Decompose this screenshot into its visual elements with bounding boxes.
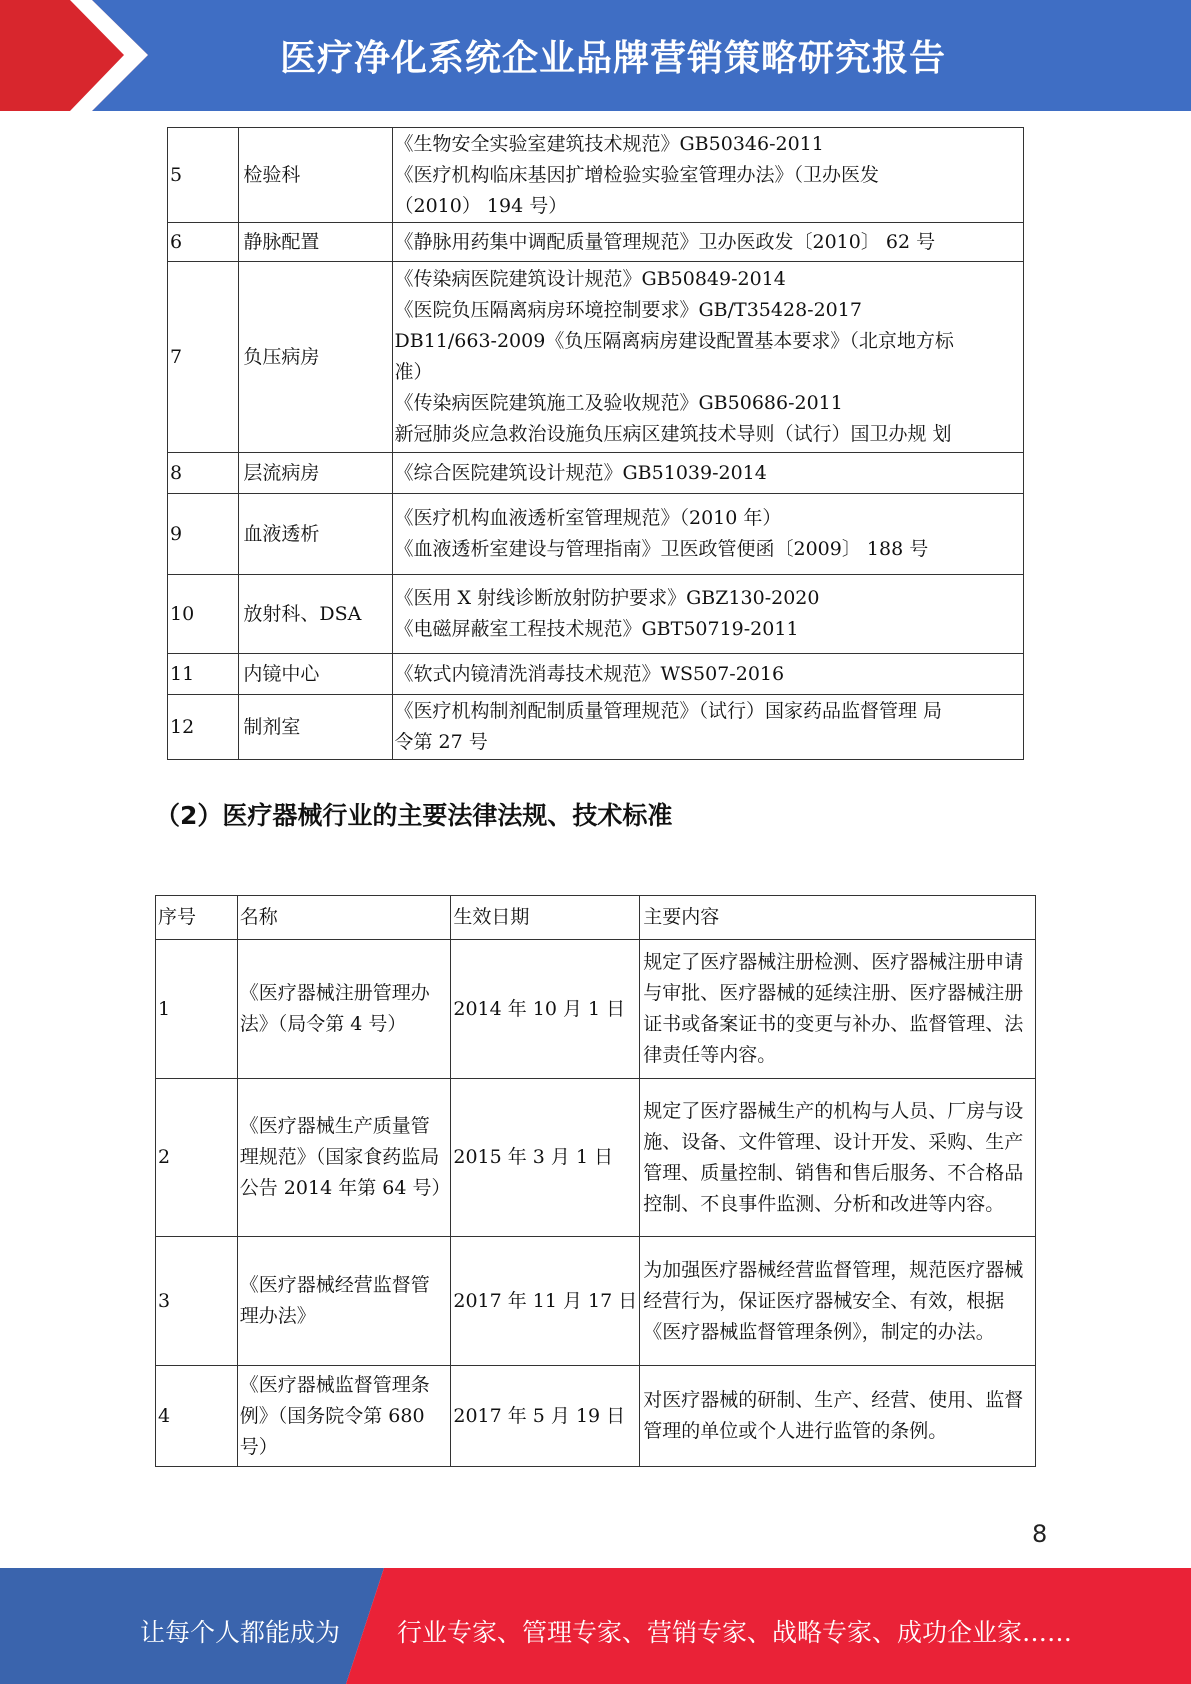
row-number: 8: [168, 453, 239, 494]
main-content: 为加强医疗器械经营监督管理，规范医疗器械经营行为，保证医疗器械安全、有效，根据《医疗器械监督管理条例》，制定的办法。: [640, 1237, 1036, 1366]
standards-cell: [392, 575, 1024, 654]
effective-date: 2015 年 3 月 1 日: [451, 1079, 640, 1237]
effective-date: 2017 年 5 月 19 日: [451, 1366, 640, 1467]
page-number: 8: [1032, 1520, 1048, 1548]
table-row: [168, 262, 1024, 453]
standard-line: 新冠肺炎应急救治设施负压病区建筑技术导则（试行）国卫办规 划: [394, 423, 952, 445]
effective-date: 2017 年 11 月 17 日: [451, 1237, 640, 1366]
department-name: 制剂室: [239, 695, 392, 760]
table-row: [156, 1366, 1036, 1467]
standard-line: 准）: [394, 361, 433, 383]
table-row: [168, 128, 1024, 223]
row-number: 4: [156, 1366, 238, 1467]
table-row: [168, 695, 1024, 760]
standard-line: DB11/663-2009《负压隔离病房建设配置基本要求》（北京地方标: [394, 330, 954, 352]
department-name: 静脉配置: [239, 223, 392, 262]
standards-cell: [392, 494, 1024, 575]
header-content: 主要内容: [640, 896, 1036, 940]
standard-line: 《综合医院建筑设计规范》GB51039-2014: [394, 461, 767, 484]
standard-line: （2010） 194 号）: [394, 194, 568, 217]
standard-line: 《血液透析室建设与管理指南》卫医政管便函〔2009〕 188 号: [394, 538, 929, 560]
report-title: 医疗净化系统企业品牌营销策略研究报告: [280, 38, 947, 79]
department-standards-table: [167, 127, 1024, 760]
regulation-name: 《医疗器械注册管理办法》（局令第 4 号）: [237, 940, 451, 1079]
standards-cell: [392, 223, 1024, 262]
table-row: [156, 1079, 1036, 1237]
department-name: 检验科: [239, 128, 392, 223]
row-number: 1: [156, 940, 238, 1079]
standards-cell: [392, 128, 1024, 223]
regulation-name: 《医疗器械经营监督管理办法》: [237, 1237, 451, 1366]
footer-slogan-right: 行业专家、管理专家、营销专家、战略专家、成功企业家……: [397, 1618, 1073, 1647]
row-number: 5: [168, 128, 239, 223]
standard-line: 令第 27 号: [394, 731, 488, 753]
page-header: [0, 0, 1191, 111]
table-header-row: [156, 896, 1036, 940]
table-row: [168, 223, 1024, 262]
standard-line: 《软式内镜清洗消毒技术规范》WS507-2016: [394, 662, 785, 685]
regulation-name: 《医疗器械监督管理条例》（国务院令第 680 号）: [237, 1366, 451, 1467]
row-number: 7: [168, 262, 239, 453]
row-number: 6: [168, 223, 239, 262]
row-number: 3: [156, 1237, 238, 1366]
standards-cell: [392, 654, 1024, 695]
standards-cell: [392, 453, 1024, 494]
row-number: 10: [168, 575, 239, 654]
page-footer: [0, 1568, 1191, 1684]
regulation-name: 《医疗器械生产质量管理规范》（国家食药监局公告 2014 年第 64 号）: [237, 1079, 451, 1237]
standards-cell: [392, 262, 1024, 453]
department-name: 层流病房: [239, 453, 392, 494]
effective-date: 2014 年 10 月 1 日: [451, 940, 640, 1079]
table-row: [156, 1237, 1036, 1366]
department-name: 放射科、DSA: [239, 575, 392, 654]
standard-line: 《医用 X 射线诊断放射防护要求》GBZ130-2020: [394, 587, 820, 609]
header-no: 序号: [156, 896, 238, 940]
department-name: 血液透析: [239, 494, 392, 575]
section-heading: （2）医疗器械行业的主要法律法规、技术标准: [155, 801, 673, 830]
row-number: 11: [168, 654, 239, 695]
main-content: 对医疗器械的研制、生产、经营、使用、监督管理的单位或个人进行监管的条例。: [640, 1366, 1036, 1467]
department-name: 内镜中心: [239, 654, 392, 695]
main-content: 规定了医疗器械注册检测、医疗器械注册申请与审批、医疗器械的延续注册、医疗器械注册证书或备案证书的变更与补办、监督管理、法律责任等内容。: [640, 940, 1036, 1079]
table-row: [168, 575, 1024, 654]
row-number: 9: [168, 494, 239, 575]
standard-line: 《传染病医院建筑设计规范》GB50849-2014: [394, 268, 786, 290]
table-row: [156, 940, 1036, 1079]
header-date: 生效日期: [451, 896, 640, 940]
device-regulations-table: [155, 895, 1036, 1467]
row-number: 2: [156, 1079, 238, 1237]
header-name: 名称: [237, 896, 451, 940]
standard-line: 《静脉用药集中调配质量管理规范》卫办医政发〔2010〕 62 号: [394, 230, 936, 253]
footer-slogan-left: 让每个人都能成为: [140, 1618, 341, 1647]
standard-line: 《医院负压隔离病房环境控制要求》GB/T35428-2017: [394, 299, 862, 321]
standard-line: 《医疗机构血液透析室管理规范》（2010 年）: [394, 507, 782, 529]
standard-line: 《生物安全实验室建筑技术规范》GB50346-2011: [394, 132, 824, 155]
standard-line: 《医疗机构临床基因扩增检验实验室管理办法》（卫办医发: [394, 163, 880, 186]
table-row: [168, 494, 1024, 575]
main-content: 规定了医疗器械生产的机构与人员、厂房与设施、设备、文件管理、设计开发、采购、生产管理、质量控制、销售和售后服务、不合格品控制、不良事件监测、分析和改进等内容。: [640, 1079, 1036, 1237]
standards-cell: [392, 695, 1024, 760]
table-row: [168, 453, 1024, 494]
standard-line: 《电磁屏蔽室工程技术规范》GBT50719-2011: [394, 618, 799, 640]
standard-line: 《传染病医院建筑施工及验收规范》GB50686-2011: [394, 392, 843, 414]
table-row: [168, 654, 1024, 695]
row-number: 12: [168, 695, 239, 760]
department-name: 负压病房: [239, 262, 392, 453]
standard-line: 《医疗机构制剂配制质量管理规范》（试行）国家药品监督管理 局: [394, 700, 943, 722]
